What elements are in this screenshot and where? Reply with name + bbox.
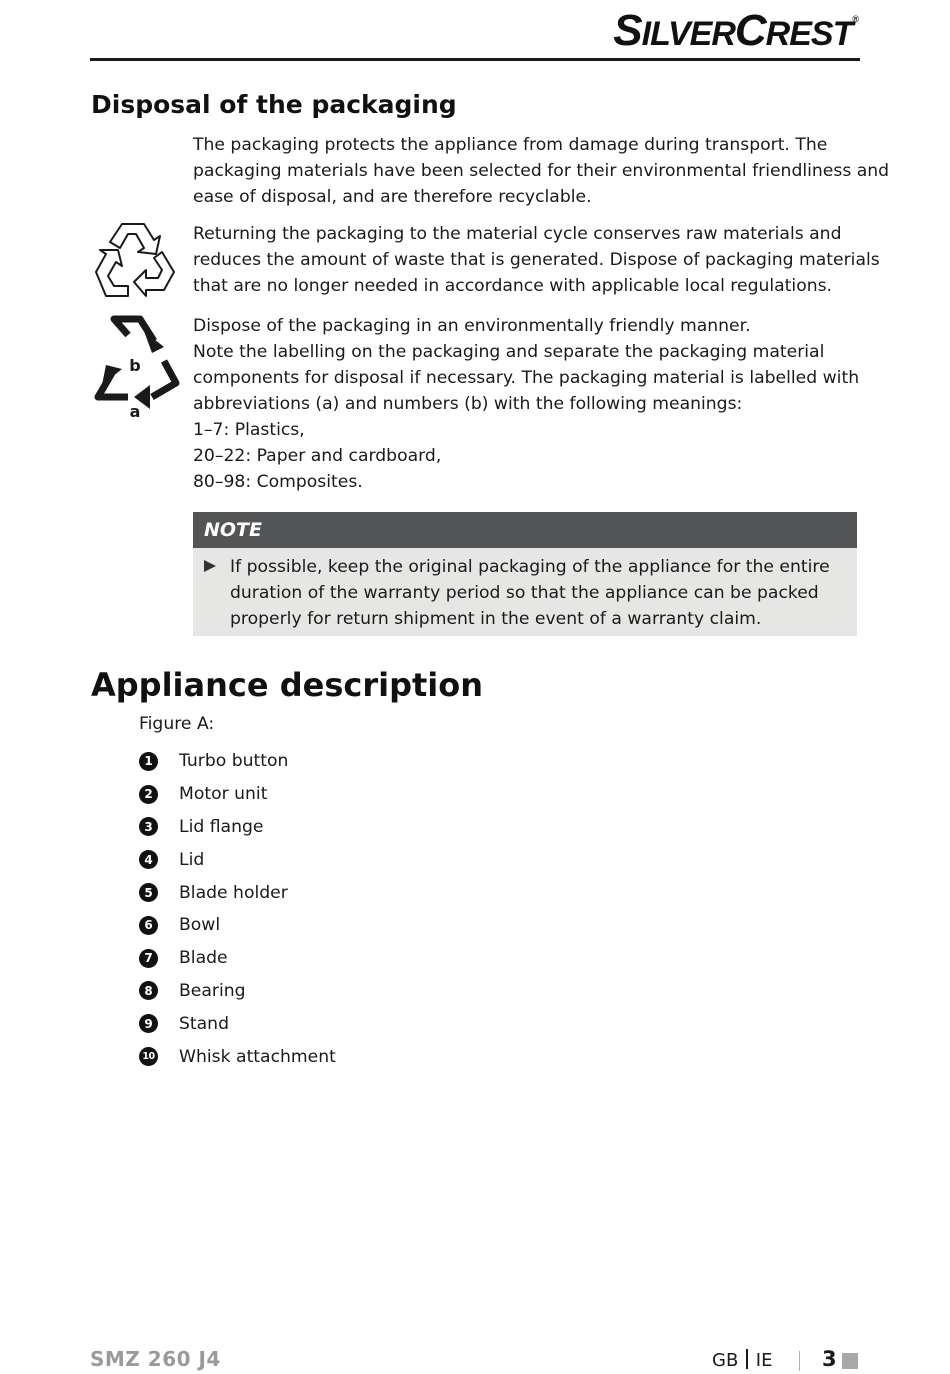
disposal-paragraph-2 xyxy=(193,221,880,299)
part-number-badge: 7 xyxy=(139,949,158,968)
text-line: reduces the amount of waste that is generated. Dispose of packaging materials xyxy=(193,250,880,270)
footer-model-number: SMZ 260 J4 xyxy=(90,1347,221,1371)
recycle-icon xyxy=(92,220,178,300)
text-line: properly for return shipment in the event of a warranty claim. xyxy=(230,609,762,629)
list-item xyxy=(139,975,336,1008)
part-label: Lid xyxy=(179,849,205,870)
icon-label-b: b xyxy=(129,356,141,375)
text-line: components for disposal if necessary. The packaging material is labelled with xyxy=(193,368,860,388)
text-line: duration of the warranty period so that the appliance can be packed xyxy=(230,583,819,603)
disposal-paragraph-1 xyxy=(193,132,890,210)
page-number: 3 xyxy=(822,1347,837,1371)
text-line: ease of disposal, and are therefore recyclable. xyxy=(193,187,592,207)
text-line: The packaging protects the appliance from damage during transport. The xyxy=(193,135,828,155)
part-label: Blade xyxy=(179,948,228,969)
section-title-appliance: Appliance description xyxy=(91,666,484,704)
registered-mark: ® xyxy=(852,14,858,24)
list-item xyxy=(139,942,336,975)
part-number-badge: 5 xyxy=(139,883,158,902)
part-number-badge: 4 xyxy=(139,850,158,869)
page-marker-square xyxy=(842,1353,858,1369)
part-label: Motor unit xyxy=(179,784,268,805)
list-item xyxy=(139,909,336,942)
part-number-badge: 1 xyxy=(139,752,158,771)
text-line: 1–7: Plastics, xyxy=(193,420,305,440)
part-number-badge: 8 xyxy=(139,981,158,1000)
disposal-paragraph-3 xyxy=(193,313,858,495)
language-ie: IE xyxy=(755,1350,773,1371)
bullet-arrow-icon xyxy=(204,560,216,572)
brand-letter-s: S xyxy=(613,6,642,55)
list-item xyxy=(139,811,336,844)
part-number-badge: 3 xyxy=(139,817,158,836)
text-line: 80–98: Composites. xyxy=(193,472,363,492)
footer-divider xyxy=(799,1351,800,1371)
language-gb: GB xyxy=(712,1350,739,1371)
part-label: Whisk attachment xyxy=(179,1046,336,1067)
part-number-badge: 6 xyxy=(139,916,158,935)
list-item xyxy=(139,1007,336,1040)
footer-languages xyxy=(712,1349,772,1371)
brand-text-ilver: ILVER xyxy=(641,15,735,53)
text-line: packaging materials have been selected for their environmental friendliness and xyxy=(193,161,890,181)
list-item xyxy=(139,778,336,811)
list-item xyxy=(139,876,336,909)
text-line: Note the labelling on the packaging and separate the packaging material xyxy=(193,342,825,362)
text-line: Dispose of the packaging in an environmentally friendly manner. xyxy=(193,316,751,336)
text-line: abbreviations (a) and numbers (b) with the following meanings: xyxy=(193,394,743,414)
brand-logo xyxy=(613,6,858,56)
part-label: Stand xyxy=(179,1013,229,1034)
part-label: Bowl xyxy=(179,915,221,936)
figure-label: Figure A: xyxy=(139,714,215,734)
list-item xyxy=(139,1040,336,1073)
part-label: Bearing xyxy=(179,980,246,1001)
brand-text-rest: REST xyxy=(765,15,853,53)
note-heading: NOTE xyxy=(193,512,857,548)
part-label: Lid flange xyxy=(179,816,264,837)
text-line: If possible, keep the original packaging of the appliance for the entire xyxy=(230,557,830,577)
section-title-disposal: Disposal of the packaging xyxy=(91,90,457,119)
parts-list xyxy=(139,745,336,1073)
part-number-badge: 9 xyxy=(139,1014,158,1033)
part-label: Turbo button xyxy=(179,751,289,772)
list-item xyxy=(139,843,336,876)
part-number-badge: 10 xyxy=(139,1047,158,1066)
icon-label-a: a xyxy=(129,402,141,421)
language-divider xyxy=(746,1349,748,1369)
note-text xyxy=(230,554,850,632)
list-item xyxy=(139,745,336,778)
part-label: Blade holder xyxy=(179,882,288,903)
note-box xyxy=(193,512,857,636)
header-rule xyxy=(90,58,860,61)
text-line: Returning the packaging to the material cycle conserves raw materials and xyxy=(193,224,842,244)
recycling-code-icon xyxy=(88,315,182,423)
text-line: 20–22: Paper and cardboard, xyxy=(193,446,442,466)
part-number-badge: 2 xyxy=(139,785,158,804)
text-line: that are no longer needed in accordance with applicable local regulations. xyxy=(193,276,833,296)
brand-letter-c: C xyxy=(734,6,766,55)
